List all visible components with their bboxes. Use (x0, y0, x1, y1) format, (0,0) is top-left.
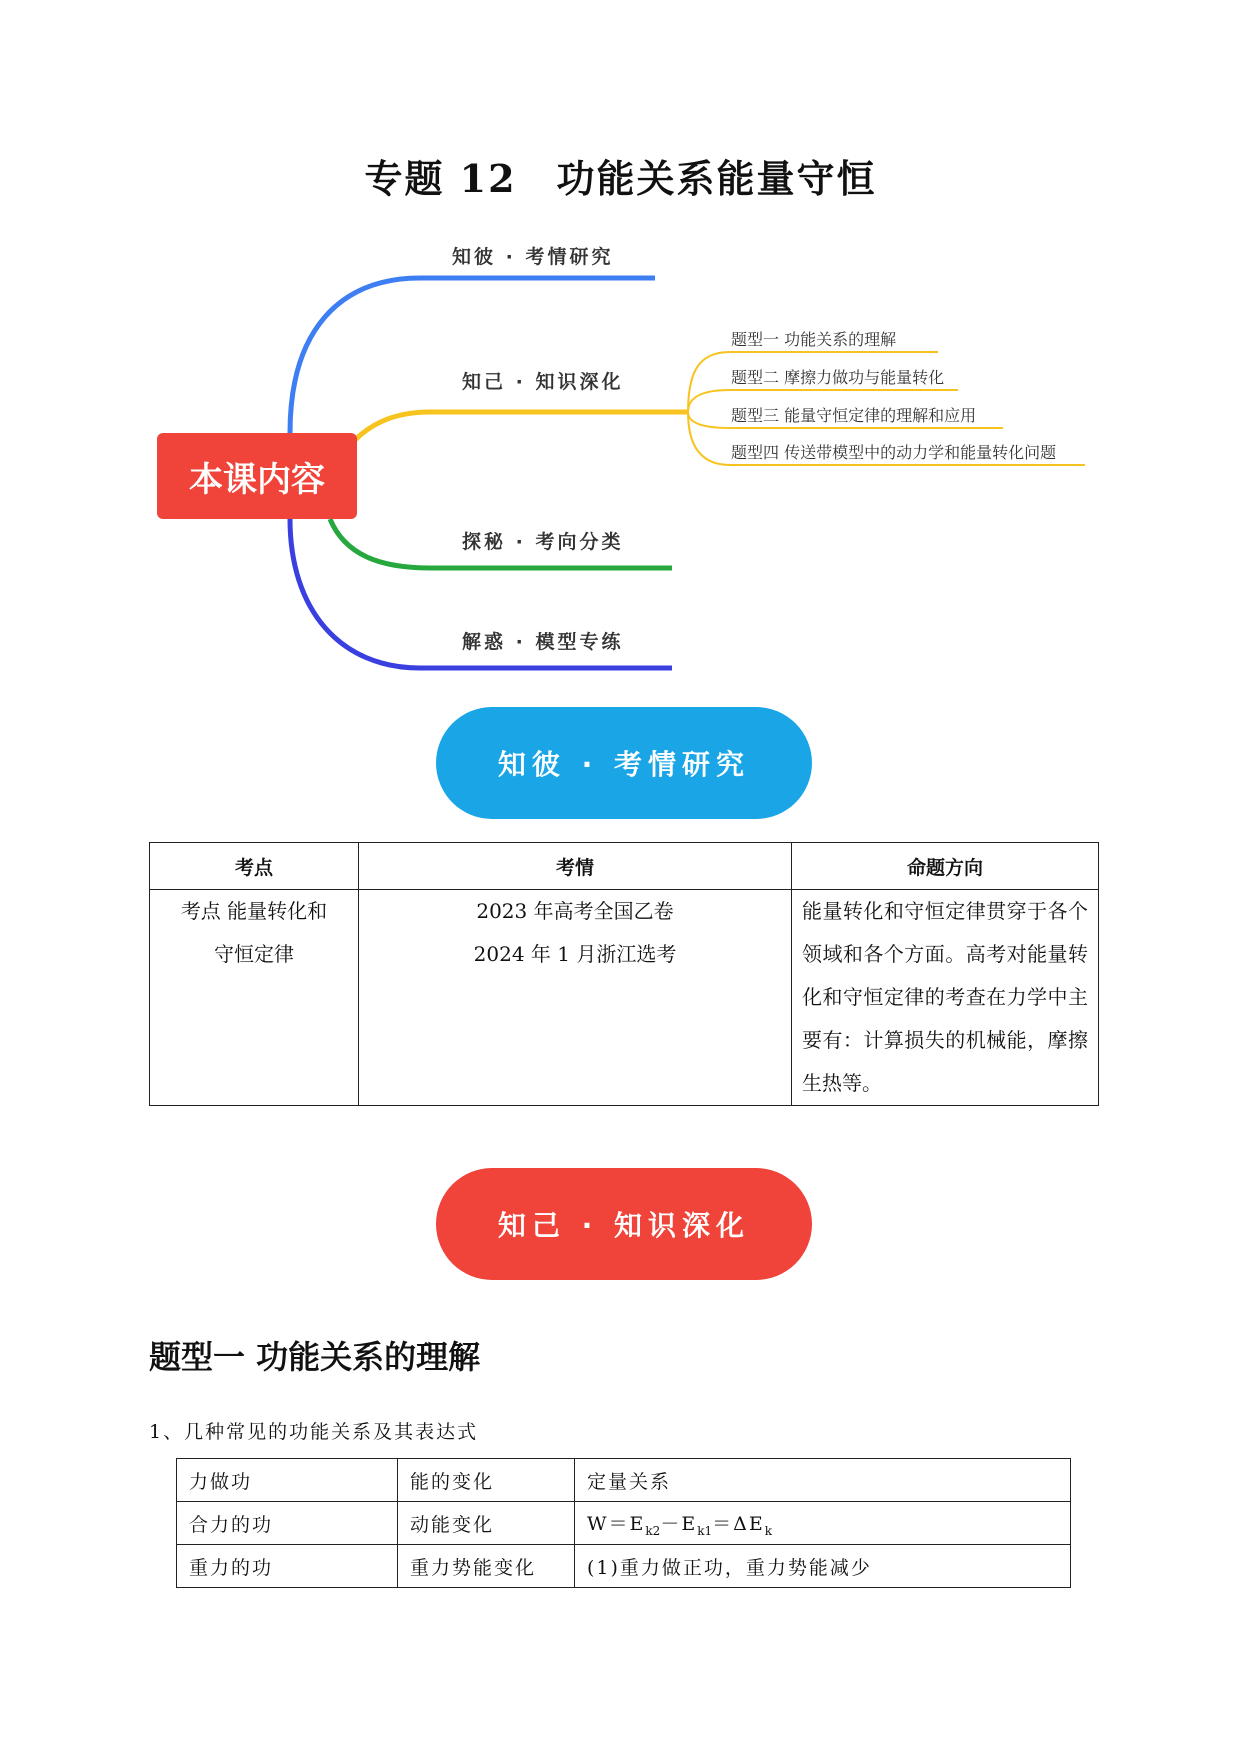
table-row (177, 1459, 1071, 1502)
table-header: 定量关系 (575, 1459, 1071, 1502)
sub-item-2: 题型二 摩擦力做功与能量转化 (731, 368, 945, 387)
exam-table-header-row (150, 843, 1099, 890)
exam-situation-cell (359, 890, 792, 1106)
branch-label-4: 解惑 · 模型专练 (462, 631, 624, 653)
table-header: 能的变化 (398, 1459, 575, 1502)
table-row (177, 1502, 1071, 1545)
force-cell: 重力的功 (177, 1545, 398, 1588)
branch-curve-2 (355, 412, 688, 440)
sub-item-3: 题型三 能量守恒定律的理解和应用 (731, 406, 977, 425)
page-title: 专题 12 功能关系能量守恒 (364, 156, 877, 201)
branch-label-2: 知己 · 知识深化 (462, 371, 624, 393)
change-cell: 重力势能变化 (398, 1545, 575, 1588)
sub-item-4: 题型四 传送带模型中的动力学和能量转化问题 (731, 443, 1057, 462)
formula-cell: (1)重力做正功，重力势能减少 (575, 1545, 1071, 1588)
exam-direction-cell: 能量转化和守恒定律贯穿于各个领域和各个方面。高考对能量转化和守恒定律的考查在力学中主要有：计算损失的机械能，摩擦生热等。 (792, 890, 1099, 1106)
table-header: 命题方向 (792, 843, 1099, 890)
table-header: 考情 (359, 843, 792, 890)
sub-heading: 1、几种常见的功能关系及其表达式 (149, 1421, 479, 1443)
sub-item-1: 题型一 功能关系的理解 (731, 330, 897, 349)
force-cell: 合力的功 (177, 1502, 398, 1545)
banner-exam-research: 知彼 · 考情研究 (436, 707, 812, 819)
exam-situation-line: 2023 年高考全国乙卷 (476, 899, 674, 923)
table-header: 力做功 (177, 1459, 398, 1502)
exam-point-cell: 考点 能量转化和守恒定律 (150, 890, 359, 1106)
exam-situation-line: 2024 年 1 月浙江选考 (473, 942, 677, 966)
relation-table (176, 1458, 1071, 1588)
table-row (150, 890, 1099, 1106)
branch-label-3: 探秘 · 考向分类 (462, 531, 624, 553)
banner-knowledge-deepen: 知己 · 知识深化 (436, 1168, 812, 1280)
branch-label-1: 知彼 · 考情研究 (452, 246, 614, 268)
mindmap-center: 本课内容 (157, 433, 357, 519)
mindmap-diagram (0, 0, 1241, 700)
exam-table (149, 842, 1099, 1106)
change-cell: 动能变化 (398, 1502, 575, 1545)
formula-cell: $W=E_{k2}-E_{k1}=\Delta E_k$ (575, 1502, 1071, 1545)
table-row (177, 1545, 1071, 1588)
section-title: 题型一 功能关系的理解 (149, 1338, 481, 1376)
table-header: 考点 (150, 843, 359, 890)
